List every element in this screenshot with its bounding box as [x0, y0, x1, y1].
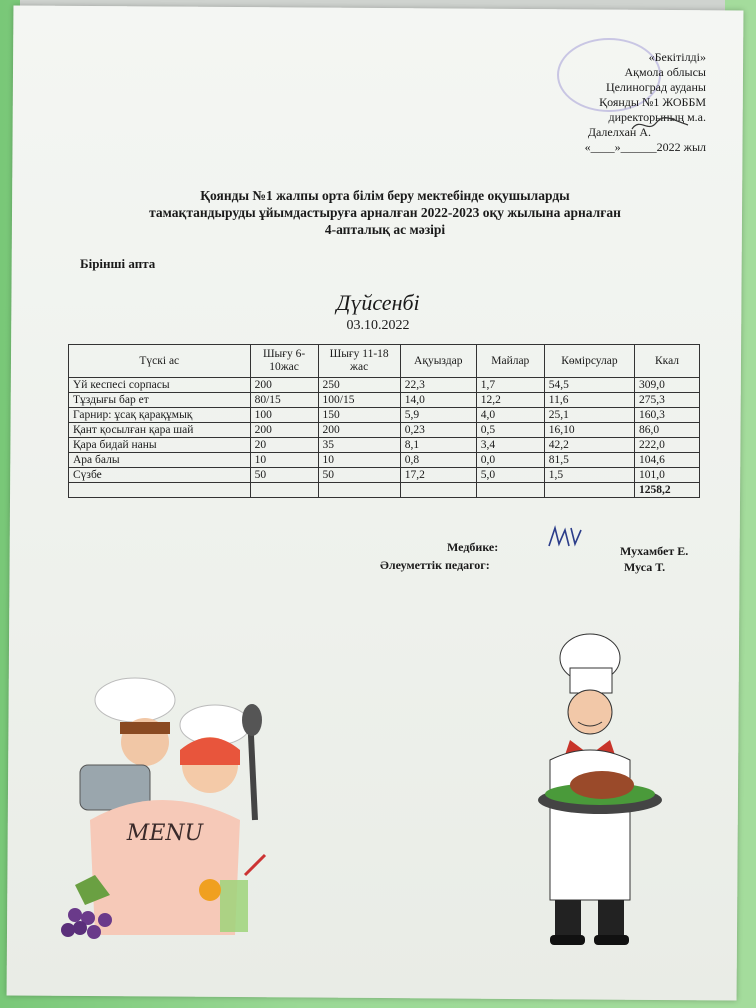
approval-line: «Бекітілді»: [648, 50, 706, 64]
kids-chef-illustration: [50, 670, 280, 950]
title-line: тамақтандыруды ұйымдастыруға арналған 2022-2023 оқу жылына арналған: [149, 205, 621, 220]
table-cell: 0,5: [476, 423, 544, 438]
nurse-name: Мухамбет Е.: [620, 544, 689, 558]
table-row: [69, 423, 700, 438]
table-cell: 81,5: [544, 453, 634, 468]
table-cell: 200: [318, 423, 400, 438]
table-cell: 10: [318, 453, 400, 468]
menu-date: 03.10.2022: [346, 318, 410, 333]
pedagogue-name: Муса Т.: [624, 560, 666, 574]
week-label: Бірінші апта: [80, 256, 156, 271]
table-cell: Үй кеспесі сорпасы: [69, 378, 251, 393]
table-cell: 4,0: [476, 408, 544, 423]
table-cell: Сүзбе: [69, 468, 251, 483]
approval-line: директорының м.а.: [608, 110, 706, 124]
table-cell: 50: [250, 468, 318, 483]
column-header: Көмірсулар: [544, 345, 634, 378]
column-header: Ккал: [635, 345, 700, 378]
column-header: Майлар: [476, 345, 544, 378]
table-cell: 1,5: [544, 468, 634, 483]
menu-sign-text: MENU: [126, 821, 204, 846]
table-cell: 54,5: [544, 378, 634, 393]
table-cell: 222,0: [635, 438, 700, 453]
table-cell: 250: [318, 378, 400, 393]
nurse-signature: [545, 524, 585, 552]
table-cell: 309,0: [635, 378, 700, 393]
table-cell: [400, 483, 476, 498]
menu-table: [68, 344, 700, 498]
table-cell: 25,1: [544, 408, 634, 423]
day-name: Дүйсенбі: [336, 290, 420, 315]
approval-line: Далелхан А.: [587, 125, 651, 139]
table-cell: 160,3: [635, 408, 700, 423]
approval-line: «____»______2022 жыл: [584, 140, 706, 154]
title-line: 4-апталық ас мәзірі: [324, 222, 446, 237]
table-cell: 8,1: [400, 438, 476, 453]
table-row: [69, 453, 700, 468]
table-cell: 35: [318, 438, 400, 453]
table-cell: Гарнир: ұсақ қарақұмық: [69, 408, 251, 423]
table-total-row: [69, 483, 700, 498]
table-cell: 101,0: [635, 468, 700, 483]
table-row: [69, 378, 700, 393]
table-cell: 14,0: [400, 393, 476, 408]
table-cell: 275,3: [635, 393, 700, 408]
table-cell: 100/15: [318, 393, 400, 408]
table-cell: Қант қосылған қара шай: [69, 423, 251, 438]
table-header-row: [69, 345, 700, 378]
table-cell: 5,9: [400, 408, 476, 423]
table-cell: [544, 483, 634, 498]
table-cell: 0,8: [400, 453, 476, 468]
table-cell: 86,0: [635, 423, 700, 438]
director-signature: [630, 115, 690, 135]
column-header: Шығу 6-10жас: [250, 345, 318, 378]
table-cell: 10: [250, 453, 318, 468]
approval-block: [585, 50, 706, 155]
chef-illustration: [530, 630, 680, 950]
pedagogue-label: Әлеуметтік педагог:: [380, 558, 490, 572]
table-cell: 11,6: [544, 393, 634, 408]
title-line: Қоянды №1 жалпы орта білім беру мектебінде оқушыларды: [200, 188, 570, 203]
total-kcal: 1258,2: [635, 483, 700, 498]
table-cell: 17,2: [400, 468, 476, 483]
nurse-label: Медбике:: [447, 540, 499, 554]
approval-line: Қоянды №1 ЖОББМ: [599, 95, 706, 109]
table-cell: [69, 483, 251, 498]
table-cell: 50: [318, 468, 400, 483]
table-cell: 80/15: [250, 393, 318, 408]
table-cell: 20: [250, 438, 318, 453]
table-cell: 0,0: [476, 453, 544, 468]
table-row: [69, 408, 700, 423]
table-row: [69, 393, 700, 408]
table-cell: 200: [250, 378, 318, 393]
document-title: [95, 187, 675, 238]
table-cell: [318, 483, 400, 498]
table-cell: 104,6: [635, 453, 700, 468]
approval-line: Целиноград ауданы: [605, 80, 706, 94]
table-cell: 42,2: [544, 438, 634, 453]
column-header: Түскі ас: [69, 345, 251, 378]
table-cell: 1,7: [476, 378, 544, 393]
table-cell: [476, 483, 544, 498]
column-header: Ақуыздар: [400, 345, 476, 378]
approval-line: Ақмола облысы: [624, 65, 706, 79]
table-cell: [250, 483, 318, 498]
table-cell: 16,10: [544, 423, 634, 438]
table-cell: Ара балы: [69, 453, 251, 468]
table-cell: 5,0: [476, 468, 544, 483]
table-cell: 200: [250, 423, 318, 438]
table-cell: Тұздығы бар ет: [69, 393, 251, 408]
column-header: Шығу 11-18 жас: [318, 345, 400, 378]
table-cell: 0,23: [400, 423, 476, 438]
table-cell: 12,2: [476, 393, 544, 408]
table-cell: 100: [250, 408, 318, 423]
table-cell: 150: [318, 408, 400, 423]
table-row: [69, 438, 700, 453]
table-cell: Қара бидай наны: [69, 438, 251, 453]
table-cell: 3,4: [476, 438, 544, 453]
table-row: [69, 468, 700, 483]
table-cell: 22,3: [400, 378, 476, 393]
